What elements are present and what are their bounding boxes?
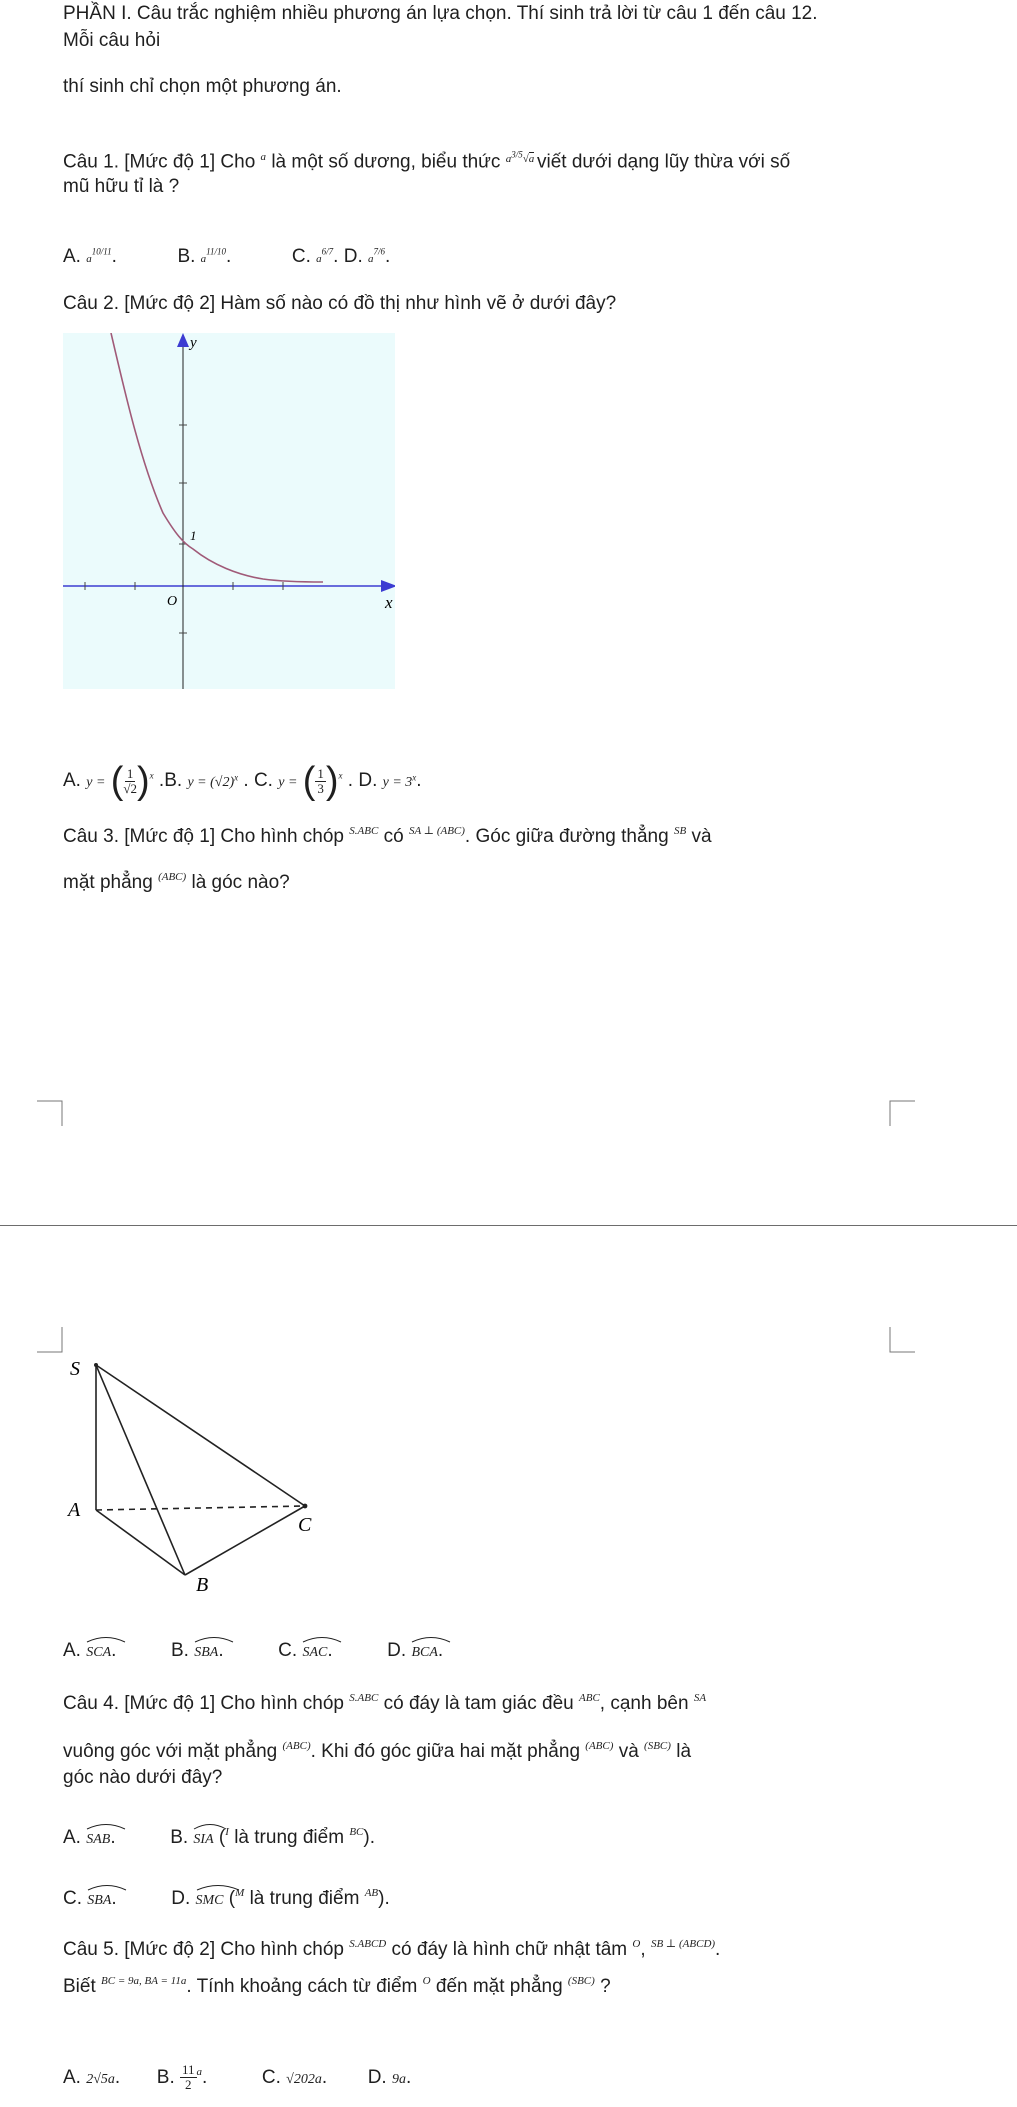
edge-SC: [96, 1365, 305, 1506]
q5-option-c[interactable]: C. √202a.: [261, 2067, 328, 2088]
crop-mark-top-right: [889, 1100, 915, 1126]
q4-stem: Câu 4. [Mức độ 1] Cho hình chóp $^{S.ABC}$ có đáy là tam giác đều $^{ABC}$, cạnh bên $^{SA}$: [63, 1692, 707, 1714]
q2-options: [63, 750, 422, 809]
q4-option-row2: [63, 1883, 390, 1913]
q4-stem-line3: góc nào dưới đây?: [63, 1767, 223, 1788]
q2-option-c[interactable]: . C. y = ( $\frac{1}{3}$ )$^x$: [243, 760, 343, 803]
q3-option-b[interactable]: B. SBA.: [171, 1640, 224, 1661]
section-heading: PHẦN I. Câu trắc nghiệm nhiều phương án lựa chọn. Thí sinh trả lời từ câu 1 đến câu 12.: [63, 3, 818, 24]
q4-option-row1: [63, 1822, 375, 1852]
edge-AC: [96, 1506, 305, 1510]
q1-option-b[interactable]: B. $a^{11/10}$.: [177, 246, 232, 268]
q3-option-a[interactable]: A. SCA.: [63, 1640, 116, 1661]
q3-option-d[interactable]: D. BCA.: [387, 1640, 443, 1661]
q5-option-a[interactable]: A. 2√5a.: [63, 2067, 121, 2088]
q5-stem-line2: Biết $^{BC = 9a, BA = 11a}$. Tính khoảng cách từ điểm $^O$ đến mặt phẳng $^{(SBC)}$ ?: [63, 1975, 611, 1997]
crop-mark-bottom-left: [37, 1327, 63, 1353]
q3-pyramid-figure: [60, 1355, 330, 1605]
q2-option-d[interactable]: . D. $y = 3^x$.: [347, 770, 422, 792]
q3-options: [63, 1635, 443, 1665]
q4-stem-line2: vuông góc với mặt phẳng $^{(ABC)}$. Khi đó góc giữa hai mặt phẳng $^{(ABC)}$ và $^{(SBC)}$ là: [63, 1740, 692, 1762]
q5-option-b[interactable]: B. $\frac{11}{2}$ $^a$.: [156, 2062, 208, 2093]
edge-SB: [96, 1365, 185, 1575]
q1-option-d[interactable]: D. $a^{7/6}$.: [343, 246, 391, 268]
page-separator: [0, 1225, 1017, 1226]
vertex-S-label: S: [70, 1358, 80, 1380]
q2-stem: Câu 2. [Mức độ 2] Hàm số nào có đồ thị như hình vẽ ở dưới đây?: [63, 293, 617, 314]
q2-option-a[interactable]: A. y = ( $\frac{1}{√2}$ )$^x$: [63, 760, 154, 803]
vertex-A-label: A: [68, 1499, 81, 1521]
q1-option-a[interactable]: A. $a^{10/11}$.: [63, 246, 117, 268]
section-heading-line2: Mỗi câu hỏi: [63, 30, 161, 51]
q3-stem-line2: mặt phẳng $^{(ABC)}$ là góc nào?: [63, 871, 290, 893]
q2-option-b[interactable]: .B. $y = (√2)^x$: [158, 770, 239, 792]
q2-graph-background: [63, 333, 395, 689]
q4-option-d[interactable]: D. SMC ($^M$ là trung điểm $^{AB}$).: [171, 1887, 390, 1909]
q1-stem-line2: mũ hữu tỉ là ?: [63, 176, 180, 197]
q5-stem: Câu 5. [Mức độ 2] Cho hình chóp $^{S.ABCD}$ có đáy là hình chữ nhật tâm $^O$, $^{SB \perp (ABCD)}$.: [63, 1938, 721, 1960]
q4-option-c[interactable]: C. SBA.: [63, 1888, 117, 1909]
edge-BC: [185, 1506, 305, 1575]
section-heading-line3: thí sinh chỉ chọn một phương án.: [63, 76, 342, 97]
q2-y-label: y: [190, 335, 197, 351]
q1-var-a: a: [260, 150, 267, 163]
q2-x-label: x: [385, 593, 393, 612]
q1-expression: a3/5√a: [505, 149, 535, 165]
q4-option-a[interactable]: A. SAB.: [63, 1827, 116, 1848]
vertex-B-label: B: [196, 1574, 209, 1596]
q1-options: [63, 240, 390, 271]
q3-stem: Câu 3. [Mức độ 1] Cho hình chóp $^{S.ABC}$ có $^{SA \perp (ABC)}$. Góc giữa đường thẳng $^{SB}$ và: [63, 825, 712, 847]
crop-mark-top-left: [37, 1100, 63, 1126]
q5-option-d[interactable]: D. 9a.: [367, 2067, 412, 2088]
q5-options: [63, 2058, 411, 2100]
crop-mark-bottom-right: [889, 1327, 915, 1353]
q4-option-b[interactable]: B. SIA ($^I$ là trung điểm $^{BC}$).: [170, 1826, 375, 1848]
q3-option-c[interactable]: C. SAC.: [278, 1640, 332, 1661]
q2-graph: [63, 333, 395, 689]
vertex-C-label: C: [298, 1514, 312, 1536]
q1-option-c[interactable]: C. $a^{6/7}$.: [291, 246, 339, 268]
q1-stem: Câu 1. [Mức độ 1] Cho $^a$ là một số dương, biểu thức $^{a^{3/5}√a}$ viết dưới dạng lũy thừa với số: [63, 149, 791, 173]
q2-origin-label: O: [167, 594, 178, 609]
q2-one-label: 1: [190, 528, 197, 543]
